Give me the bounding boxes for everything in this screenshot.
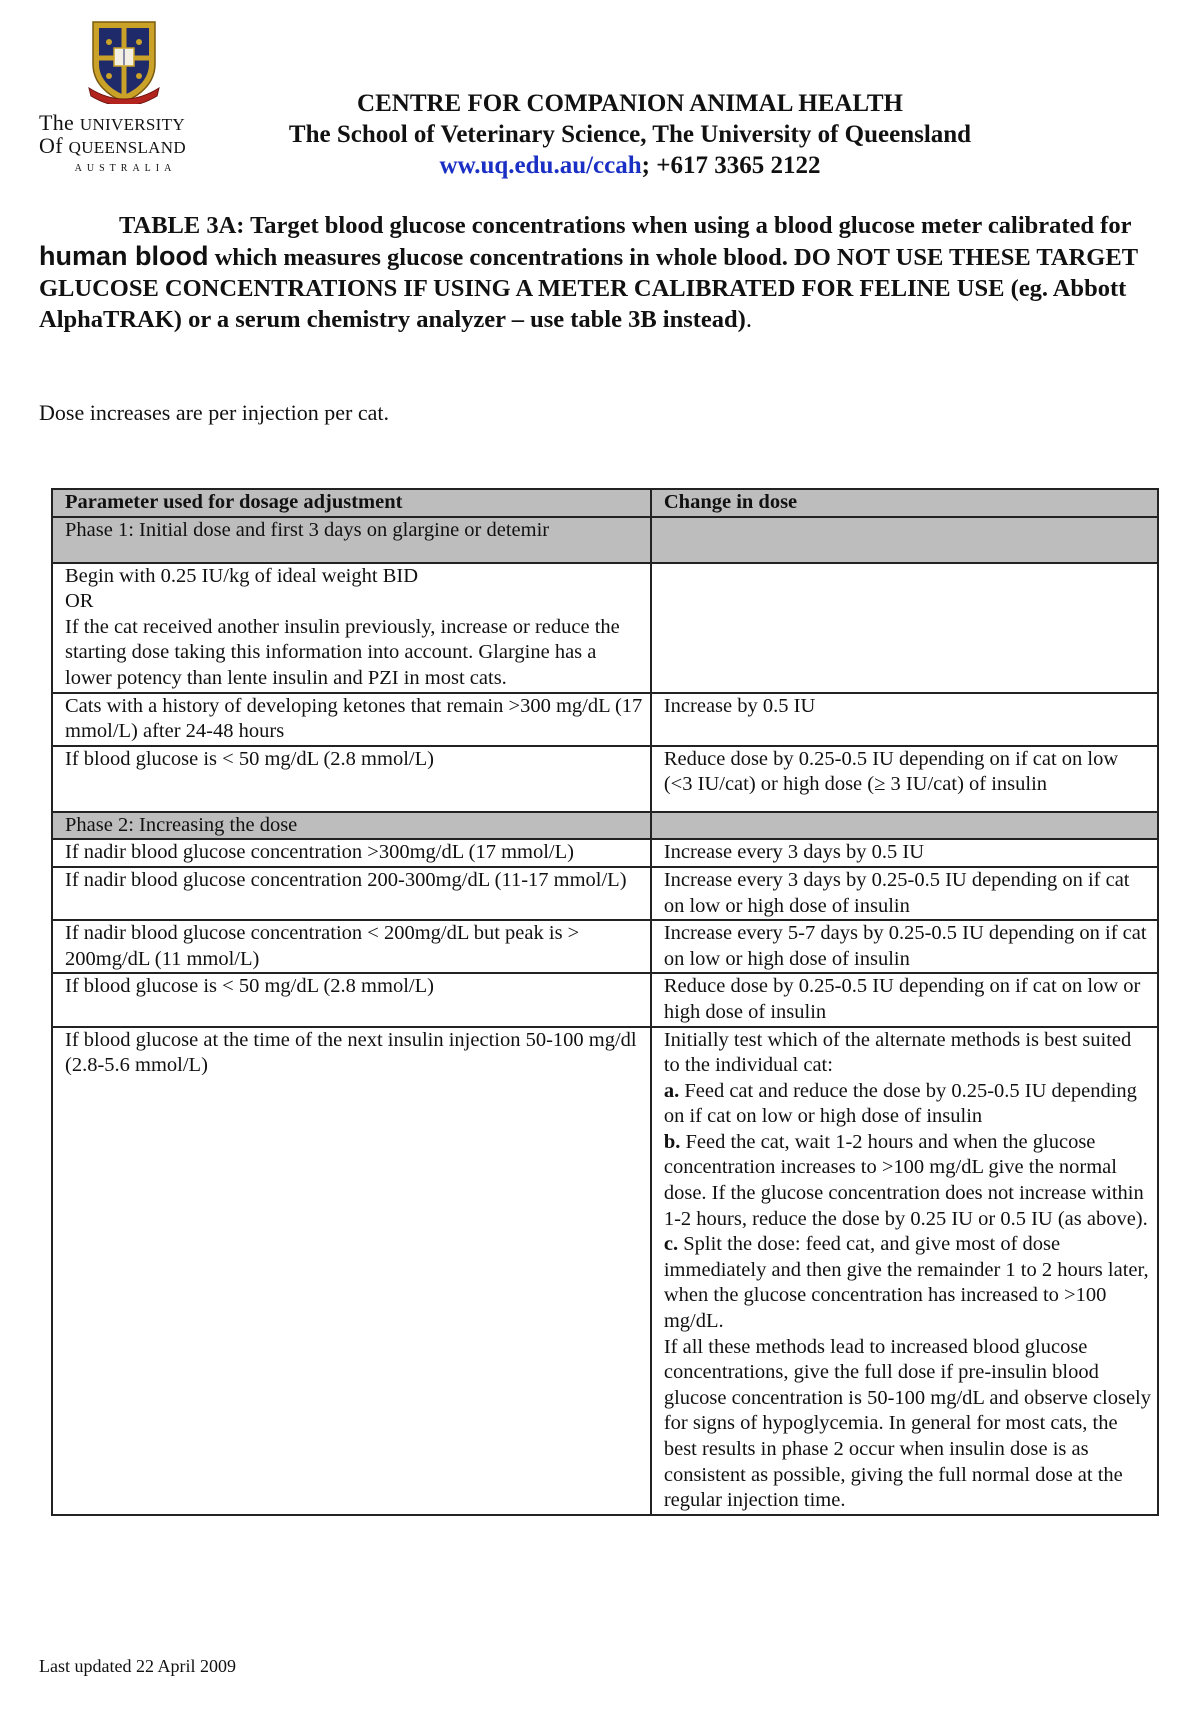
change-cell: Increase every 3 days by 0.25-0.5 IU depending on if cat on low or high dose of insulin — [651, 867, 1158, 920]
title-part1: TABLE 3A: Target blood glucose concentrations when using a blood glucose meter calibrated for — [119, 212, 1132, 239]
header-parameter: Parameter used for dosage adjustment — [52, 489, 651, 517]
change-intro: Initially test which of the alternate methods is best suited to the individual cat: — [663, 1028, 1132, 1077]
table-title — [39, 210, 1159, 335]
last-updated: Last updated 22 April 2009 — [39, 1656, 236, 1676]
title-end: . — [745, 306, 752, 333]
logo-line2-a: Of — [39, 133, 69, 158]
phase2-title-blank — [651, 812, 1158, 840]
parameter-line: Begin with 0.25 IU/kg of ideal weight BID — [65, 564, 419, 587]
option-label: b. — [663, 1130, 681, 1153]
centre-name: CENTRE FOR COMPANION ANIMAL HEALTH — [357, 90, 903, 117]
school-name: The School of Veterinary Science, The University of Queensland — [288, 121, 972, 148]
change-cell — [651, 563, 1158, 693]
phase2-title: Phase 2: Increasing the dose — [52, 812, 651, 840]
parameter-cell — [52, 563, 651, 693]
parameter-cell: Cats with a history of developing ketones that remain >300 mg/dL (17 mmol/L) after 24-48 hours — [52, 693, 651, 746]
university-name — [36, 112, 211, 158]
table-header-row — [52, 489, 1158, 517]
parameter-line: If the cat received another insulin previously, increase or reduce the starting dose taking this information into account. Glargine has a lower potency than lente insulin and PZI in most cats. — [65, 615, 620, 689]
change-cell: Reduce dose by 0.25-0.5 IU depending on if cat on low (<3 IU/cat) or high dose (≥ 3 IU/cat) of insulin — [651, 746, 1158, 812]
phase1-title-row — [52, 517, 1158, 563]
dosage-table — [51, 488, 1159, 1516]
table-row — [52, 693, 1158, 746]
change-cell: Increase every 5-7 days by 0.25-0.5 IU depending on if cat on low or high dose of insulin — [651, 920, 1158, 973]
university-crest-icon — [87, 18, 161, 104]
parameter-cell: If nadir blood glucose concentration >300mg/dL (17 mmol/L) — [52, 839, 651, 867]
title-part3: (eg. Abbott AlphaTRAK) or a serum chemistry analyzer – use table 3B instead) — [39, 275, 1127, 333]
parameter-cell: If blood glucose at the time of the next insulin injection 50-100 mg/dl (2.8-5.6 mmol/L) — [52, 1027, 651, 1515]
parameter-cell: If nadir blood glucose concentration 200-300mg/dL (11-17 mmol/L) — [52, 867, 651, 920]
parameter-line: OR — [65, 590, 94, 613]
parameter-cell: If blood glucose is < 50 mg/dL (2.8 mmol/L) — [52, 746, 651, 812]
change-cell — [651, 1027, 1158, 1515]
option-label: a. — [663, 1079, 680, 1102]
table-row — [52, 746, 1158, 812]
change-cell: Reduce dose by 0.25-0.5 IU depending on if cat on low or high dose of insulin — [651, 973, 1158, 1026]
phase1-title-blank — [651, 517, 1158, 563]
header-change: Change in dose — [651, 489, 1158, 517]
table-row — [52, 839, 1158, 867]
contact-line — [230, 150, 1030, 181]
logo-line1-a: The — [39, 110, 80, 135]
option-text: Feed cat and reduce the dose by 0.25-0.5 IU depending on if cat on low or high dose of insulin — [663, 1079, 1137, 1128]
table-row — [52, 867, 1158, 920]
change-cell: Increase every 3 days by 0.5 IU — [651, 839, 1158, 867]
phase2-title-row — [52, 812, 1158, 840]
option-b — [664, 1130, 1151, 1232]
logo-line2-b: QUEENSLAND — [68, 138, 186, 157]
option-c — [664, 1232, 1151, 1334]
centre-header — [230, 88, 1030, 181]
option-label: c. — [663, 1233, 679, 1256]
phone-number: ; +617 3365 2122 — [641, 152, 821, 179]
option-text: Split the dose: feed cat, and give most of dose immediately and then give the remainder 1 to 2 hours later, when the glucose concentration has increased to >100 mg/dL. — [663, 1233, 1149, 1333]
table-row — [52, 920, 1158, 973]
table-row — [52, 973, 1158, 1026]
option-a — [664, 1079, 1151, 1130]
dose-note: Dose increases are per injection per cat. — [39, 400, 389, 425]
logo-line1-b: UNIVERSITY — [79, 115, 185, 134]
table-row — [52, 563, 1158, 693]
parameter-cell: If blood glucose is < 50 mg/dL (2.8 mmol/L) — [52, 973, 651, 1026]
table-row — [52, 1027, 1158, 1515]
title-part2: which measures glucose concentrations in whole blood. DO NOT USE THESE TARGET GLUCOSE CONCENTRATIONS IF USING A METER CALIBRATED FOR FELINE USE — [39, 244, 1138, 302]
website-link[interactable]: ww.uq.edu.au/ccah — [439, 152, 642, 179]
title-emphasis: human blood — [39, 241, 209, 271]
option-text: Feed the cat, wait 1-2 hours and when the glucose concentration increases to >100 mg/dL give the normal dose. If the glucose concentration does not increase within 1-2 hours, reduce the dose by 0.25 IU or 0.5 IU (as above). — [663, 1130, 1148, 1230]
logo-country: AUSTRALIA — [74, 163, 177, 174]
parameter-cell: If nadir blood glucose concentration < 200mg/dL but peak is > 200mg/dL (11 mmol/L) — [52, 920, 651, 973]
phase1-title: Phase 1: Initial dose and first 3 days on glargine or detemir — [52, 517, 651, 563]
change-cell: Increase by 0.5 IU — [651, 693, 1158, 746]
university-logo — [36, 18, 211, 174]
change-outro: If all these methods lead to increased blood glucose concentrations, give the full dose if pre-insulin blood glucose concentration is 50-100 mg/dL and observe closely for signs of hypoglycemia. In general for most cats, the best results in phase 2 occur when insulin dose is as consistent as possible, giving the full normal dose at the regular injection time. — [663, 1335, 1151, 1512]
